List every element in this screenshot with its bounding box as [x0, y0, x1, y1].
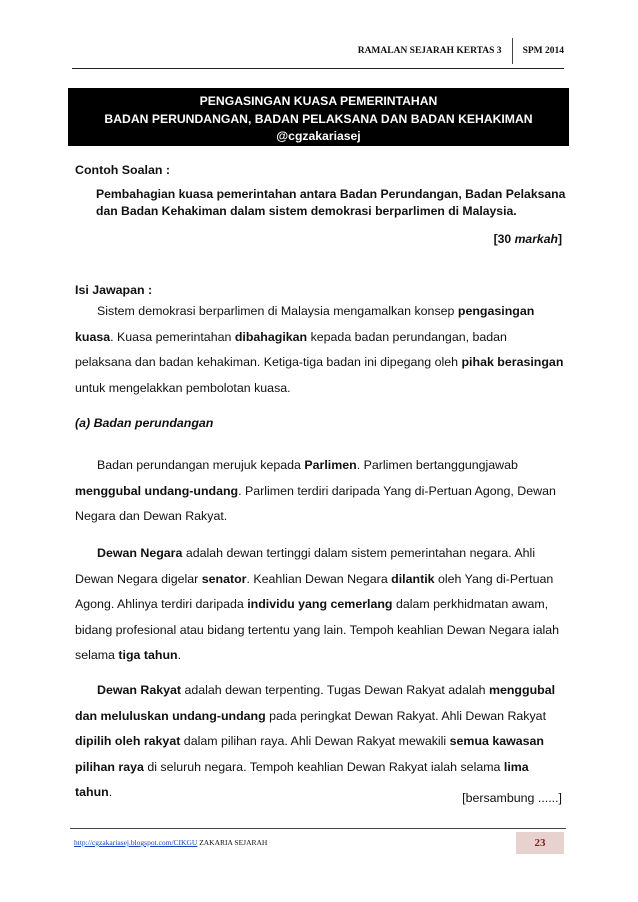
- footer-rule: [70, 828, 566, 829]
- p3-text-4: di seluruh negara. Tempoh keahlian Dewan Rakyat ialah selama: [143, 759, 504, 774]
- p2-bold-0: Dewan Negara: [97, 546, 183, 560]
- question-label: Contoh Soalan :: [75, 163, 170, 177]
- p2-text-3: oleh Yang di-Pertuan Agong. Ahlinya terdiri daripada: [75, 571, 554, 611]
- answer-label: Isi Jawapan :: [75, 283, 153, 297]
- question-text: Pembahagian kuasa pemerintahan antara Badan Perundangan, Badan Pelaksana dan Badan Kehakiman dalam sistem demokrasi berparlimen di Malaysia.: [96, 187, 566, 218]
- p3-bold-0: Dewan Rakyat: [97, 683, 182, 697]
- title-banner: [68, 88, 569, 146]
- intro-bold-3: pihak berasingan: [461, 355, 564, 369]
- p1-bold-2: menggubal undang-undang: [75, 483, 239, 498]
- page-number: 23: [516, 832, 564, 854]
- header-rule: [72, 68, 564, 69]
- section-a-heading: (a) Badan perundangan: [75, 416, 214, 430]
- p3-bold-1: menggubal dan meluluskan undang-undang: [75, 683, 556, 723]
- p3-bold-3: semua kawasan pilihan raya: [75, 734, 545, 774]
- paragraph-dewan-negara: [75, 541, 565, 669]
- paragraph-parlimen: [75, 453, 565, 530]
- continued-note: [bersambung ......]: [462, 791, 562, 805]
- marks-close: ]: [557, 232, 562, 246]
- footer-link[interactable]: http://cgzakariasej.blogspot.com/CIKGU: [74, 838, 198, 847]
- p2-text-5: .: [177, 648, 182, 662]
- p3-bold-2: dipilih oleh rakyat: [75, 734, 181, 748]
- p2-bold-3: individu yang cemerlang: [247, 597, 393, 611]
- p3-text-3: dalam pilihan raya. Ahli Dewan Rakyat mewakili: [180, 734, 450, 748]
- p2-bold-1: senator: [201, 571, 247, 586]
- marks-open: [30: [493, 232, 515, 246]
- intro-text-1: Sistem demokrasi berparlimen di Malaysia mengamalkan konsep: [97, 304, 458, 318]
- running-header: [358, 38, 564, 64]
- p2-text-4: dalam perkhidmatan awam, bidang profesional atau bidang tertentu yang lain. Tempoh keahlian Dewan Negara ialah selama: [75, 597, 560, 662]
- footer-credit: [74, 838, 267, 847]
- header-exam: SPM 2014: [522, 46, 564, 56]
- intro-bold-2: dibahagikan: [234, 329, 308, 344]
- header-title: RAMALAN SEJARAH KERTAS 3: [357, 46, 502, 56]
- p2-bold-2: dilantik: [391, 571, 435, 586]
- intro-bold-1: pengasingan kuasa: [75, 304, 535, 344]
- footer-author: ZAKARIA SEJARAH: [197, 838, 268, 847]
- p3-text-2: pada peringkat Dewan Rakyat. Ahli Dewan Rakyat: [265, 708, 547, 723]
- question-marks: [494, 232, 562, 246]
- intro-text-3: kepada badan perundangan, badan pelaksana dan badan kehakiman. Ketiga-tiga badan ini dipegang oleh: [75, 329, 507, 369]
- p3-bold-4: lima tahun: [75, 759, 529, 799]
- p1-text-3: . Parlimen terdiri daripada Yang di-Pertuan Agong, Dewan Negara dan Dewan Rakyat.: [75, 483, 556, 523]
- banner-line-3: @cgzakariasej: [276, 129, 361, 143]
- answer-intro: [75, 299, 565, 401]
- marks-word: markah: [514, 232, 558, 246]
- p3-text-5: .: [108, 785, 113, 799]
- p2-text-2: . Keahlian Dewan Negara: [246, 571, 392, 586]
- p1-bold-1: Parlimen: [304, 458, 357, 472]
- intro-text-2: . Kuasa pemerintahan: [110, 329, 235, 344]
- p2-bold-4: tiga tahun: [118, 648, 178, 662]
- p3-text-1: adalah dewan terpenting. Tugas Dewan Rakyat adalah: [181, 683, 489, 697]
- p1-text-1: Badan perundangan merujuk kepada: [97, 458, 305, 472]
- intro-text-4: untuk mengelakkan pembolotan kuasa.: [75, 380, 291, 395]
- banner-line-1: PENGASINGAN KUASA PEMERINTAHAN: [199, 94, 438, 108]
- p2-text-1: adalah dewan tertinggi dalam sistem pemerintahan negara. Ahli Dewan Negara digelar: [75, 546, 536, 586]
- p1-text-2: . Parlimen bertanggungjawab: [356, 458, 518, 472]
- paragraph-dewan-rakyat: [75, 678, 565, 806]
- banner-line-2: BADAN PERUNDANGAN, BADAN PELAKSANA DAN BADAN KEHAKIMAN: [104, 111, 533, 126]
